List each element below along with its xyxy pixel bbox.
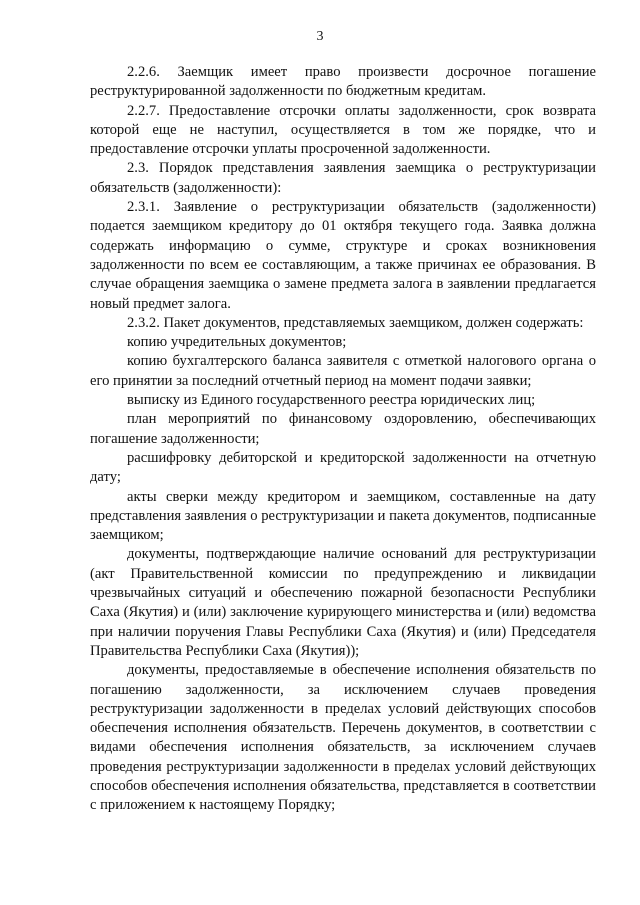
paragraph-2-3-2: 2.3.2. Пакет документов, представляемых заемщиком, должен содержать: <box>127 314 584 331</box>
list-item: расшифровку дебиторской и кредиторской задолженности на отчетную дату; <box>90 449 596 486</box>
page-number: 3 <box>316 29 324 44</box>
paragraph-2-3-1: 2.3.1. Заявление о реструктуризации обязательств (задолженности) подается заемщиком кредитору до 01 октября текущего года. Заявка должна содержать информацию о сумме, структуре и сроках возникновения задолженности по всем ее составляющим, а также причинах ее образования. В случае обращения заемщика о замене предмета залога в заявлении предлагается новый предмет залога. <box>90 199 596 312</box>
list-item: документы, предоставляемые в обеспечение исполнения обязательств по погашению задолженности, за исключением случаев проведения реструктуризации задолженности в пределах условий действующих способов обеспечения исполнения обязательств. Перечень документов, в соответствии с видами обеспечения исполнения обязательств, за исключением случаев проведения реструктуризации задолженности в пределах условий действующих способов обеспечения исполнения обязательства, представляется в соответствии с приложением к настоящему Порядку; <box>90 662 596 814</box>
paragraph-2-2-6: 2.2.6. Заемщик имеет право произвести досрочное погашение реструктурированной задолженности по бюджетным кредитам. <box>90 64 596 100</box>
document-body <box>90 63 596 816</box>
list-item: план мероприятий по финансовому оздоровлению, обеспечивающих погашение задолженности; <box>90 411 596 447</box>
list-item: копию учредительных документов; <box>127 334 347 351</box>
list-item: документы, подтверждающие наличие оснований для реструктуризации (акт Правительственной комиссии по предупреждению и ликвидации чрезвычайных ситуаций и обеспечению пожарной безопасности Республики Саха (Якутия) и (или) заключение курирующего министерства и (или) ведомства при наличии поручения Главы Республики Саха (Якутия) и (или) Председателя Правительства Республики Саха (Якутия)); <box>90 546 596 659</box>
list-item: акты сверки между кредитором и заемщиком, составленные на дату представления заявления о реструктуризации и пакета документов, подписанные заемщиком; <box>90 488 596 544</box>
paragraph-2-2-7: 2.2.7. Предоставление отсрочки оплаты задолженности, срок возврата которой еще не наступил, осуществляется в том же порядке, что и предоставление отсрочки уплаты просроченной задолженности. <box>90 102 596 158</box>
list-item: копию бухгалтерского баланса заявителя с отметкой налогового органа о его принятии за последний отчетный период на момент подачи заявки; <box>90 353 596 389</box>
list-item: выписку из Единого государственного реестра юридических лиц; <box>127 392 536 409</box>
paragraph-2-3: 2.3. Порядок представления заявления заемщика о реструктуризации обязательств (задолженности): <box>90 160 596 196</box>
